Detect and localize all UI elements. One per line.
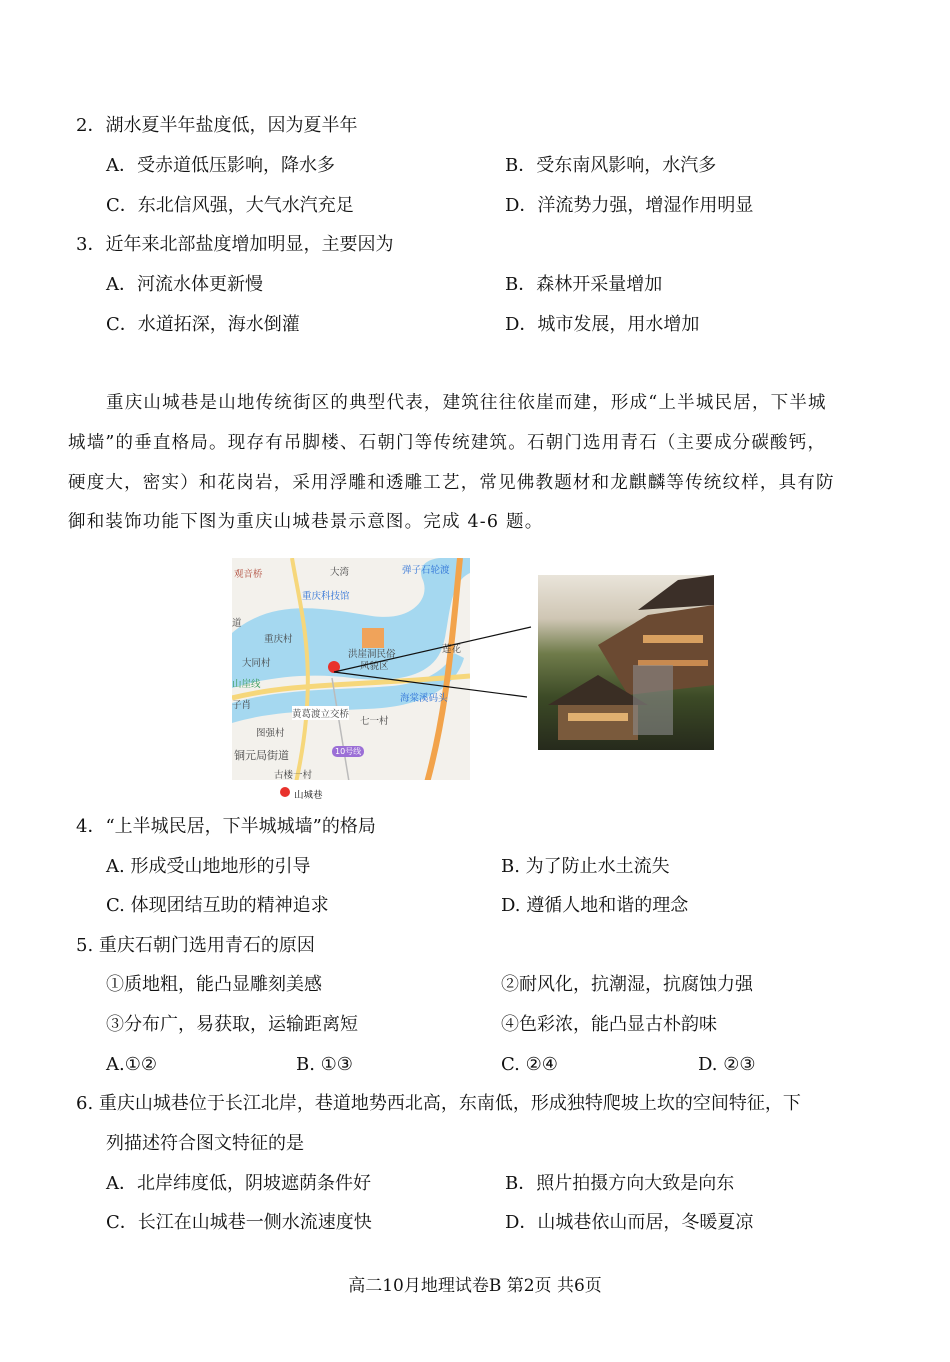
q6-option-d: D．山城巷依山而居，冬暖夏凉	[505, 1212, 754, 1233]
q3-option-d: D．城市发展，用水增加	[505, 314, 700, 335]
map-label: 重庆村	[264, 634, 293, 645]
q5-option-c: C. ②④	[501, 1054, 558, 1075]
q2-option-b: B．受东南风影响，水汽多	[505, 155, 717, 176]
q5-option-d: D. ②③	[698, 1054, 756, 1075]
map-label: 铜元局街道	[234, 749, 289, 762]
q5-option-b: B. ①③	[296, 1054, 353, 1075]
q4-option-d: D. 遵循人地和谐的理念	[501, 895, 689, 916]
passage-line: 硬度大，密实）和花岗岩，采用浮雕和透雕工艺，常见佛教题材和龙麒麟等传统纹样，具有防	[68, 473, 835, 493]
passage-line: 城墙”的垂直格局。现存有吊脚楼、石朝门等传统建筑。石朝门选用青石（主要成分碳酸钙，	[68, 433, 827, 453]
q6-option-a: A．北岸纬度低，阴坡遮荫条件好	[106, 1173, 371, 1194]
q2-option-a: A．受赤道低压影响，降水多	[106, 155, 335, 176]
map-legend: 山城巷	[294, 790, 323, 800]
map-label: 黄葛渡立交桥	[292, 706, 349, 720]
q4-option-b: B. 为了防止水土流失	[501, 856, 670, 877]
passage-line: 重庆山城巷是山地传统街区的典型代表，建筑往往依崖而建，形成“上半城民居，下半城	[106, 393, 827, 413]
q5-option-a: A.①②	[106, 1054, 157, 1075]
q2-stem: 2．湖水夏半年盐度低，因为夏半年	[76, 115, 358, 136]
q6-option-c: C．长江在山城巷一侧水流速度快	[106, 1212, 372, 1233]
q5-stem: 5. 重庆石朝门选用青石的原因	[76, 935, 315, 956]
q2-option-d: D．洋流势力强，增湿作用明显	[505, 195, 754, 216]
q5-statement-1: ①质地粗，能凸显雕刻美感	[106, 974, 322, 995]
map-label: 大同村	[242, 658, 271, 669]
page-footer: 高二10月地理试卷B 第2页 共6页	[348, 1276, 602, 1296]
map-label: 大湾	[330, 567, 350, 578]
map-label: 古楼一村	[274, 770, 313, 781]
map-label: 重庆科技馆	[302, 591, 350, 602]
q3-option-c: C．水道拓深，海水倒灌	[106, 314, 300, 335]
q4-option-a: A. 形成受山地地形的引导	[106, 856, 311, 877]
q6-stem: 6. 重庆山城巷位于长江北岸，巷道地势西北高，东南低，形成独特爬坡上坎的空间特征，下	[76, 1093, 801, 1114]
map-label: 海棠溪码头	[400, 693, 448, 704]
map-label: 山崖线	[232, 679, 261, 690]
map-label: 图强村	[256, 728, 285, 739]
map-label: 观音桥	[234, 569, 263, 580]
q5-statement-2: ②耐风化，抗潮湿，抗腐蚀力强	[501, 974, 753, 995]
q2-option-c: C．东北信风强，大气水汽充足	[106, 195, 354, 216]
q5-statement-3: ③分布广，易获取，运输距离短	[106, 1014, 358, 1035]
q3-option-a: A．河流水体更新慢	[106, 274, 263, 295]
metro-line-badge: 10号线	[332, 746, 364, 757]
q6-option-b: B．照片拍摄方向大致是向东	[505, 1173, 735, 1194]
map-label: 道	[232, 618, 242, 629]
q3-option-b: B．森林开采量增加	[505, 274, 663, 295]
q4-option-c: C. 体现团结互助的精神追求	[106, 895, 329, 916]
map-label: 风貌区	[360, 661, 389, 672]
q3-stem: 3．近年来北部盐度增加明显，主要因为	[76, 234, 394, 255]
passage-line: 御和装饰功能下图为重庆山城巷景示意图。完成 4-6 题。	[68, 512, 544, 532]
map-label: 子肖	[232, 700, 252, 711]
map-label: 洪崖洞民俗	[348, 649, 396, 660]
map-label: 弹子石轮渡	[402, 565, 450, 576]
q5-statement-4: ④色彩浓，能凸显古朴韵味	[501, 1014, 717, 1035]
q6-stem-cont: 列描述符合图文特征的是	[106, 1133, 304, 1154]
q4-stem: 4．“上半城民居，下半城城墙”的格局	[76, 816, 376, 837]
street-photo	[538, 575, 714, 750]
map-label: 七一村	[360, 716, 389, 727]
map-label: 莲花	[442, 644, 462, 655]
